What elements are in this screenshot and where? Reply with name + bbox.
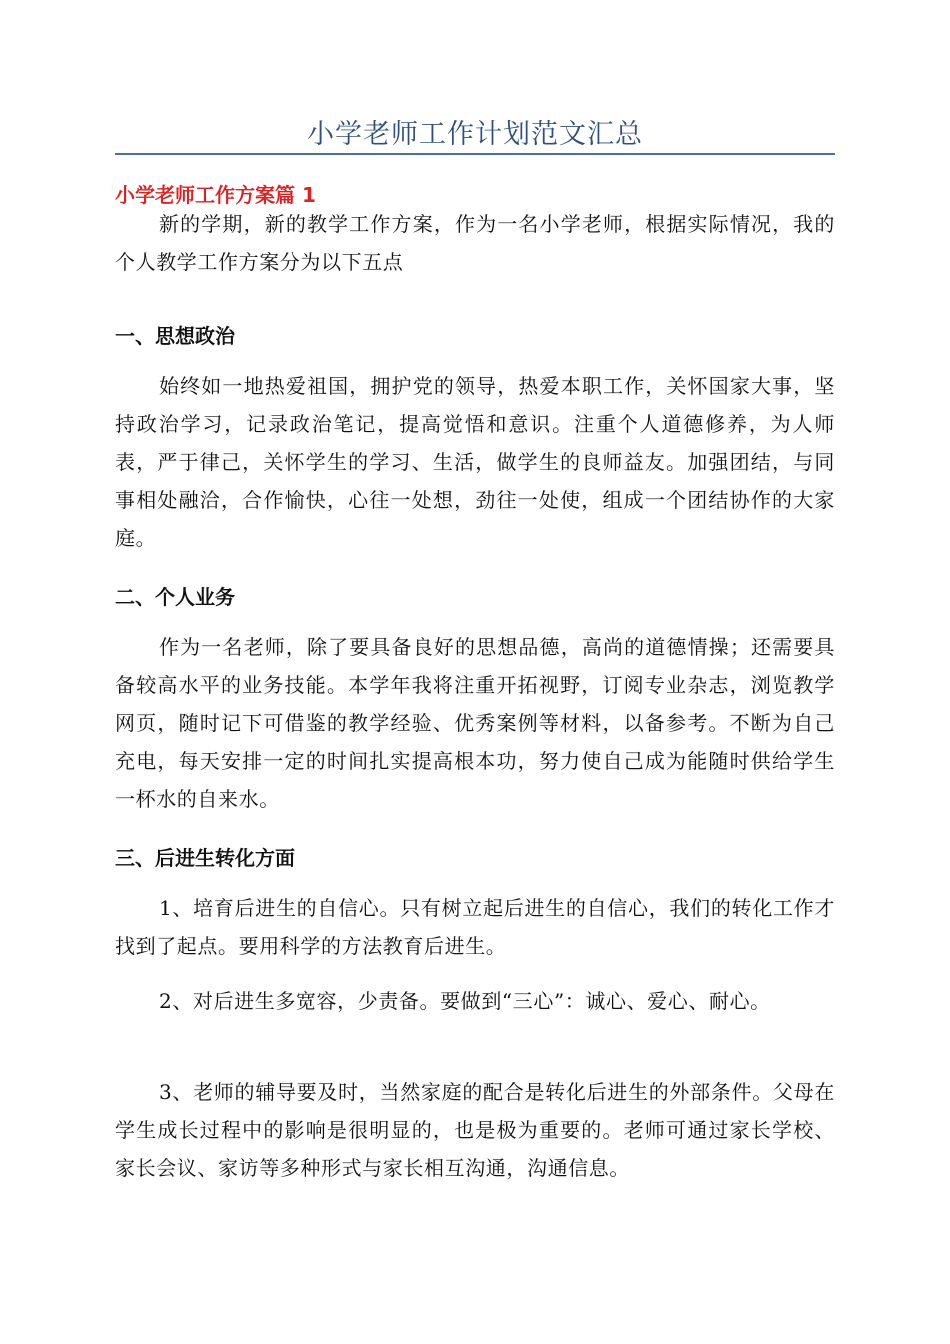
- title-divider: [115, 153, 835, 155]
- heading-ideology: 一、思想政治: [115, 324, 235, 348]
- document-title: 小学老师工作计划范文汇总: [307, 119, 643, 150]
- paragraph-underachievers-2: 2、对后进生多宽容，少责备。要做到“三心”：诚心、爱心、耐心。: [159, 989, 771, 1013]
- paragraph-ideology: 始终如一地热爱祖国，拥护党的领导，热爱本职工作，关怀国家大事，坚持政治学习，记录政治笔记，提高觉悟和意识。注重个人道德修养，为人师表，严于律己，关怀学生的学习、生活，做学生的良师益友。加强团结，与同事相处融洽，合作愉快，心往一处想，劲往一处使，组成一个团结协作的大家庭。: [115, 374, 835, 550]
- section-title: 小学老师工作方案篇 1: [115, 183, 316, 207]
- paragraph-underachievers-1: 1、培育后进生的自信心。只有树立起后进生的自信心，我们的转化工作才找到了起点。要用科学的方法教育后进生。: [115, 896, 835, 958]
- paragraph-underachievers-3: 3、老师的辅导要及时，当然家庭的配合是转化后进生的外部条件。父母在学生成长过程中的影响是很明显的，也是极为重要的。老师可通过家长学校、家长会议、家访等多种形式与家长相互沟通，沟通信息。: [115, 1080, 835, 1180]
- paragraph-professional: 作为一名老师，除了要具备良好的思想品德，高尚的道德情操；还需要具备较高水平的业务技能。本学年我将注重开拓视野，订阅专业杂志，浏览教学网页，随时记下可借鉴的教学经验、优秀案例等材料，以备参考。不断为自己充电，每天安排一定的时间扎实提高根本功，努力使自己成为能随时供给学生一杯水的自来水。: [115, 635, 835, 811]
- heading-underachievers: 三、后进生转化方面: [115, 846, 295, 870]
- intro-paragraph: 新的学期，新的教学工作方案，作为一名小学老师，根据实际情况，我的个人教学工作方案分为以下五点: [115, 212, 835, 274]
- heading-professional: 二、个人业务: [115, 585, 235, 609]
